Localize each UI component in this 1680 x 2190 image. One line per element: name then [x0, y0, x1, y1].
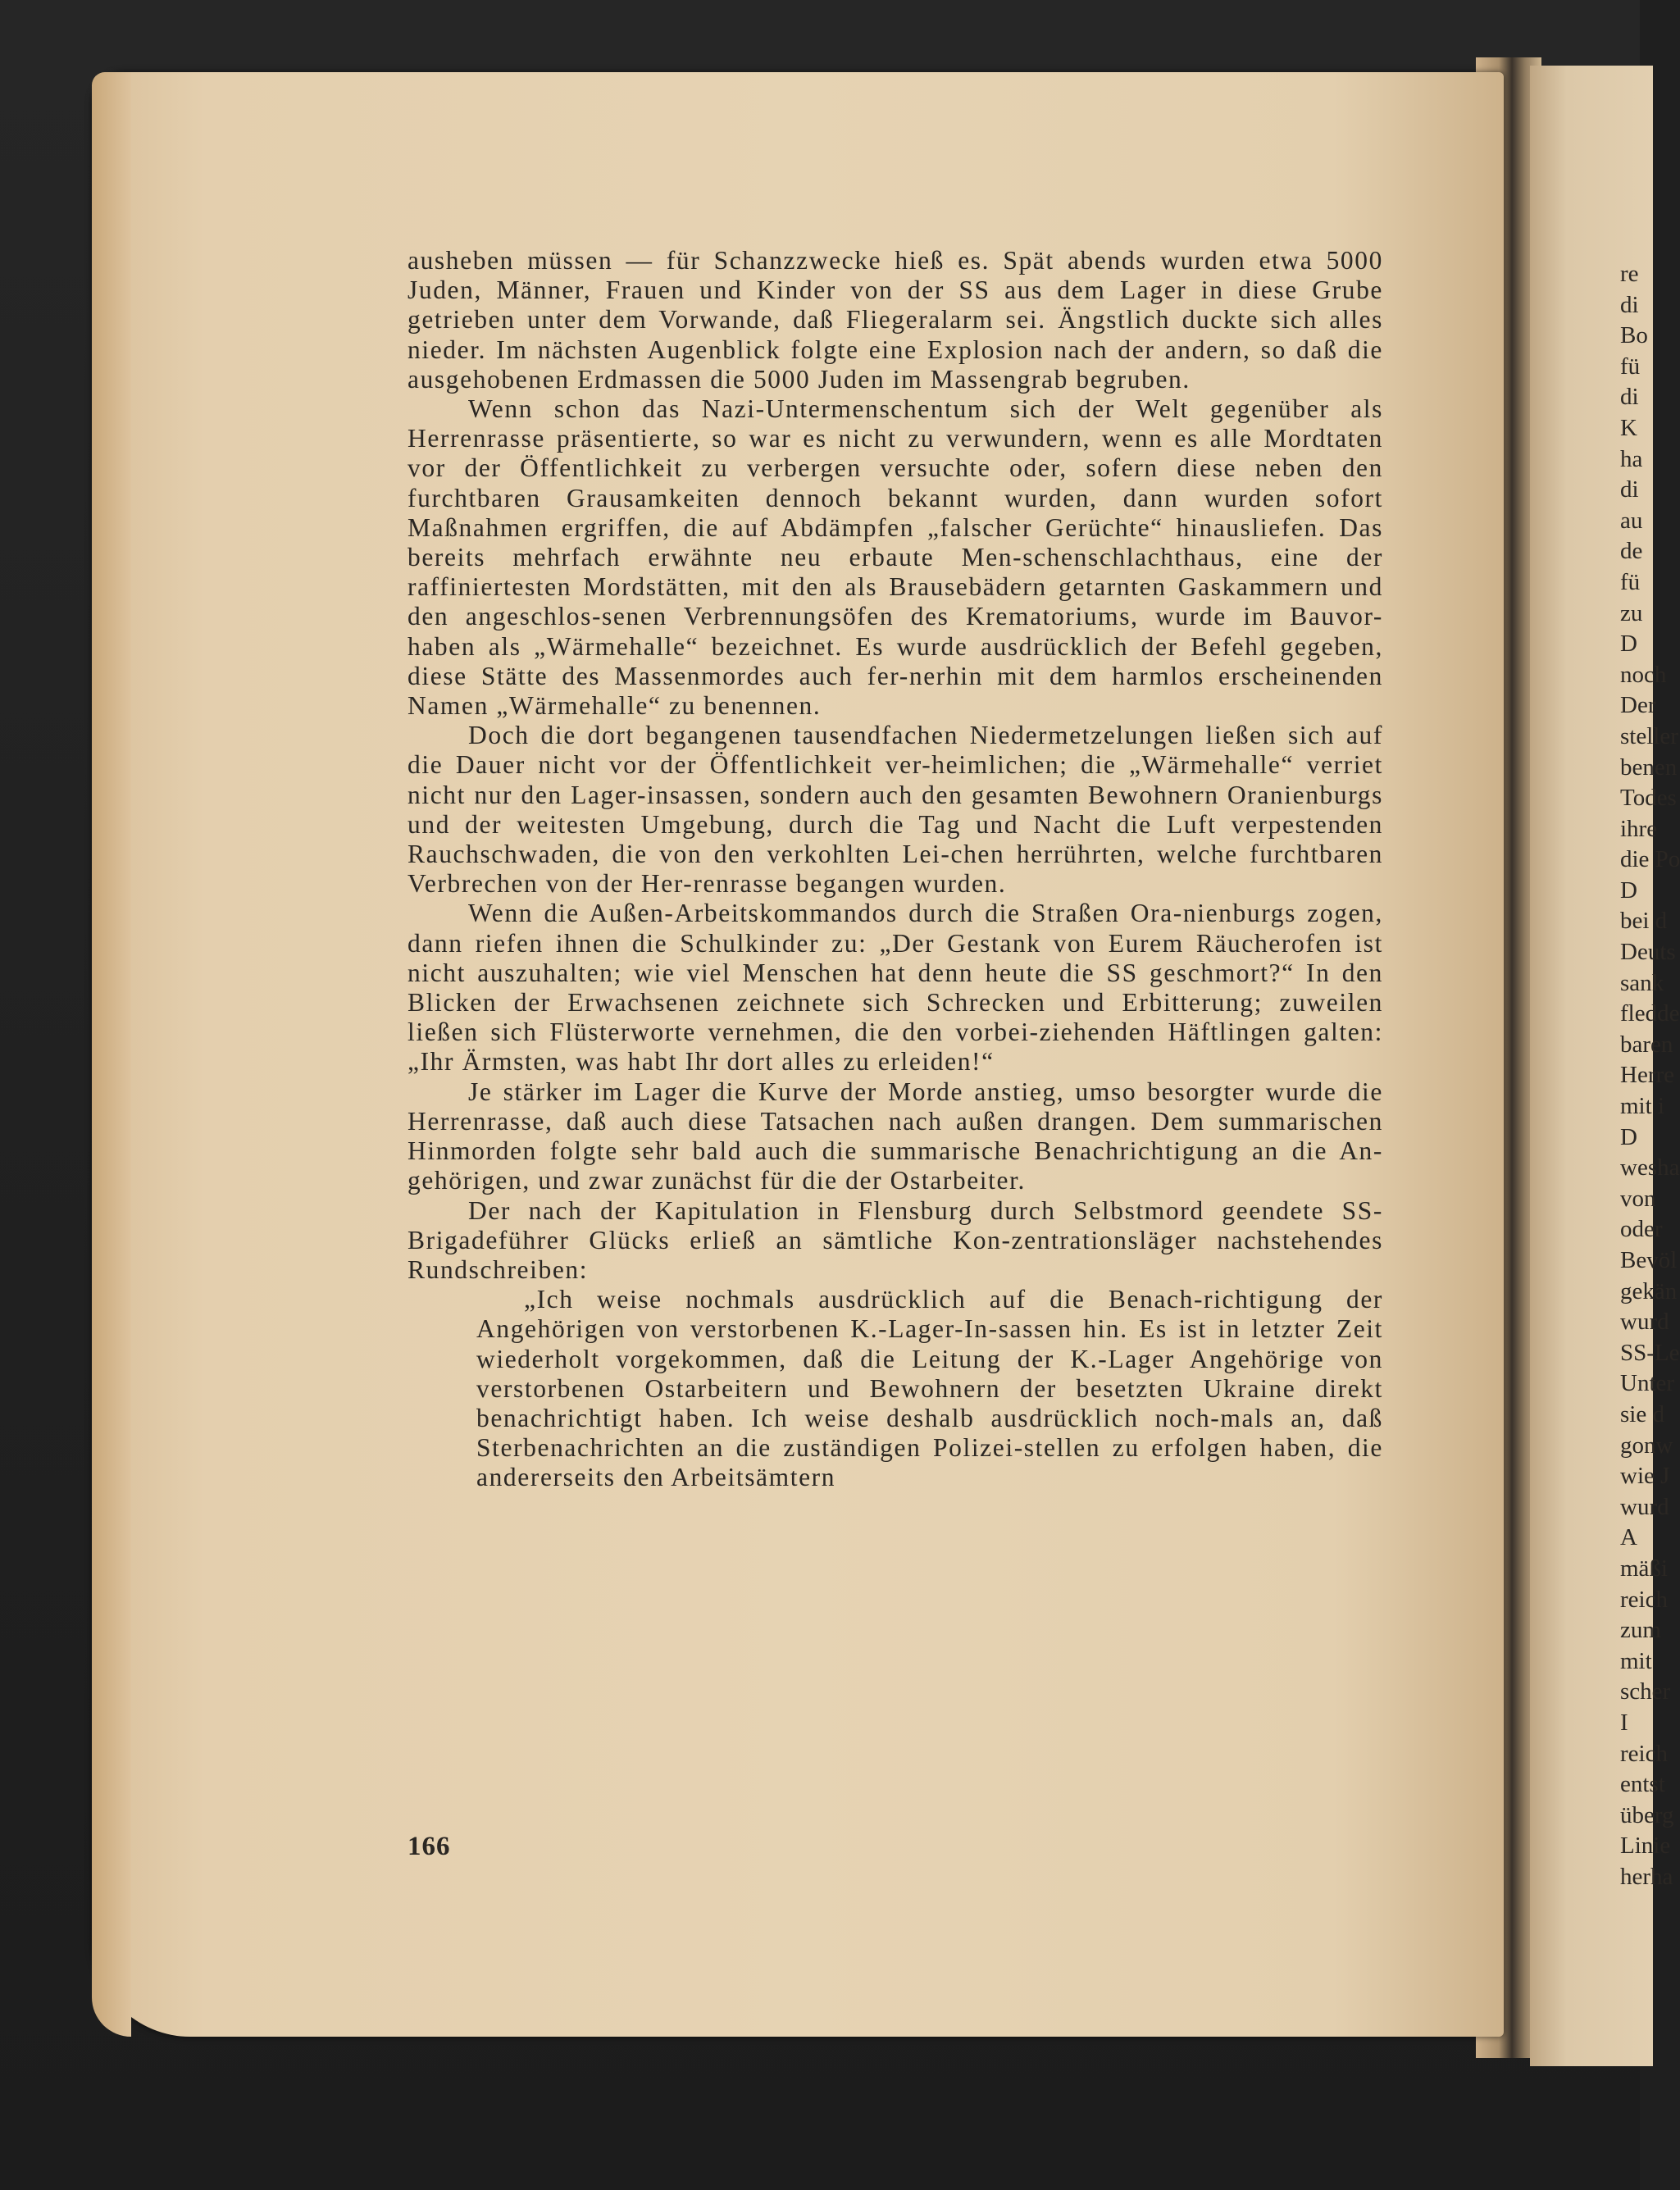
facing-page-line: ha: [1620, 445, 1643, 472]
facing-page-line: fledde: [1620, 1000, 1680, 1027]
facing-page-line: Todes: [1620, 785, 1677, 812]
paragraph: Wenn die Außen-Arbeitskommandos durch die Straßen Ora-nienburgs zogen, dann riefen ihnen die Schulkinder zu: „Der Gestank von Eurem Räucherofen ist nicht auszuhalten; wie viel Menschen hat denn heute die SS geschmort?“ In den Blicken der Erwachsenen zeichnete sich Schrecken und Erbitterung; zuweilen ließen sich Flüsterworte vernehmen, die den vorbei-ziehenden Häftlingen galten: „Ihr Ärmsten, was habt Ihr dort alles zu erleiden!“: [407, 899, 1383, 1077]
facing-page-line: von: [1620, 1185, 1656, 1212]
facing-page-line: scher: [1620, 1678, 1671, 1705]
facing-page-line: re: [1620, 261, 1639, 287]
facing-page-line: oder: [1620, 1216, 1663, 1243]
facing-page-line: zum: [1620, 1617, 1661, 1644]
facing-page-line: Linie: [1620, 1833, 1671, 1860]
paragraph: ausheben müssen — für Schanzzwecke hieß es. Spät abends wurden etwa 5000 Juden, Männer, Frauen und Kinder von der SS aus dem Lager in diese Grube getrieben unter dem Vorwande, daß Fliegeralarm sei. Ängstlich duckte sich alles nieder. Im nächsten Augenblick folgte eine Explosion nach der andern, so daß die ausgehobenen Erdmassen die 5000 Juden im Massengrab begruben.: [407, 246, 1383, 394]
facing-page-line: wie J: [1620, 1463, 1670, 1490]
facing-page-line: au: [1620, 507, 1643, 534]
page-edge: [92, 72, 131, 2037]
paragraph: Wenn schon das Nazi-Untermenschentum sich der Welt gegenüber als Herrenrasse präsentierte, so war es nicht zu verwundern, wenn es alle Mordtaten vor der Öffentlichkeit zu verbergen versuchte oder, sofern diese neben den furchtbaren Grausamkeiten dennoch bekannt wurden, dann wurden sofort Maßnahmen ergriffen, die auf Abdämpfen „falscher Gerüchte“ hinausliefen. Das bereits mehrfach erwähnte neu erbaute Men-schenschlachthaus, eine der raffiniertesten Mordstätten, mit den als Brausebädern getarnten Gaskammern und den angeschlos-senen Verbrennungsöfen des Krematoriums, wurde im Bauvor-haben als „Wärmehalle“ bezeichnet. Es wurde ausdrücklich der Befehl gegeben, diese Stätte des Massenmordes auch fer-nerhin mit dem harmlos erscheinenden Namen „Wärmehalle“ zu benennen.: [407, 394, 1383, 721]
facing-page-line: K: [1620, 414, 1637, 441]
facing-page-line: überg: [1620, 1801, 1674, 1828]
facing-page-line: reich: [1620, 1586, 1668, 1613]
facing-page-line: wurd: [1620, 1493, 1669, 1520]
paragraph: Doch die dort begangenen tausendfachen Niedermetzelungen ließen sich auf die Dauer nicht vor der Öffentlichkeit ver-heimlichen; die „Wärmehalle“ verriet nicht nur den Lager-insassen, sondern auch den gesamten Bewohnern Oranienburgs und der weitesten Umgebung, durch die Tag und Nacht die Luft verpestenden Rauchschwaden, die von den verkohlten Lei-chen herrührten, welche furchtbaren Verbrechen von der Her-renrasse begangen wurden.: [407, 721, 1383, 899]
facing-page-line: Unter: [1620, 1370, 1675, 1397]
facing-page-line: D: [1620, 1123, 1637, 1150]
facing-page-line: Bo: [1620, 322, 1648, 349]
facing-page-line: wurd: [1620, 1309, 1669, 1336]
facing-page-text: [1620, 259, 1680, 1892]
facing-page-line: mit i: [1620, 1093, 1664, 1120]
page-number: 166: [407, 1832, 451, 1861]
facing-page-line: Bevöl: [1620, 1247, 1678, 1273]
facing-page-line: benen: [1620, 754, 1678, 781]
facing-page-line: D: [1620, 876, 1637, 904]
facing-page-line: baren: [1620, 1031, 1673, 1058]
facing-page-line: steller: [1620, 722, 1678, 749]
facing-page-line: mäßi: [1620, 1555, 1668, 1582]
facing-page-line: Herre: [1620, 1062, 1675, 1089]
facing-page-line: noch: [1620, 661, 1667, 688]
facing-page-line: SS-Le: [1620, 1339, 1680, 1366]
facing-page-line: gonw: [1620, 1432, 1673, 1459]
facing-page-line: fü: [1620, 568, 1641, 595]
facing-page-line: di: [1620, 384, 1639, 411]
paragraph: Je stärker im Lager die Kurve der Morde anstieg, umso besorgter wurde die Herrenrasse, daß auch diese Tatsachen nach außen drangen. Dem summarischen Hinmorden folgte sehr bald auch die summarische Benachrichtigung an die An-gehörigen, und zwar zunächst für die der Ostarbeiter.: [407, 1077, 1383, 1195]
page-body-text: [407, 246, 1383, 1493]
facing-page-line: herha: [1620, 1863, 1673, 1890]
facing-page-line: sie d: [1620, 1400, 1664, 1427]
facing-page-line: D: [1620, 631, 1637, 658]
facing-page-line: Deuts: [1620, 939, 1676, 966]
facing-page-line: reich: [1620, 1740, 1668, 1767]
facing-page-line: wesha: [1620, 1154, 1680, 1182]
facing-page-line: fü: [1620, 353, 1641, 380]
facing-page-line: zu: [1620, 599, 1643, 626]
facing-page-line: I: [1620, 1709, 1628, 1736]
facing-page-line: Der: [1620, 692, 1656, 719]
facing-page-line: bei d: [1620, 908, 1668, 935]
facing-page-line: A: [1620, 1524, 1637, 1551]
facing-page-line: de: [1620, 538, 1643, 565]
facing-page-line: di: [1620, 291, 1639, 318]
facing-page-line: di: [1620, 476, 1639, 503]
facing-page-line: sank: [1620, 969, 1664, 996]
quoted-circular: „Ich weise nochmals ausdrücklich auf die Benach-richtigung der Angehörigen von verstorbenen K.-Lager-In-sassen hin. Es ist in letzter Zeit wiederholt vorgekommen, daß die Leitung der K.-Lager Angehörige von verstorbenen Ostarbeitern und Bewohnern der besetzten Ukraine direkt benachrichtigt haben. Ich weise deshalb ausdrücklich noch-mals an, daß Sterbenachrichten an die zuständigen Polizei-stellen zu erfolgen haben, die andererseits den Arbeitsämtern: [476, 1285, 1383, 1492]
facing-page-line: entst: [1620, 1771, 1665, 1798]
facing-page-line: mit: [1620, 1647, 1652, 1674]
facing-page-line: gekän: [1620, 1277, 1678, 1304]
paragraph: Der nach der Kapitulation in Flensburg durch Selbstmord geendete SS-Brigadeführer Glücks erließ an sämtliche Kon-zentrationsläger nachstehendes Rundschreiben:: [407, 1195, 1383, 1284]
facing-page-line: ihre: [1620, 815, 1658, 842]
facing-page-line: die Po: [1620, 846, 1680, 873]
